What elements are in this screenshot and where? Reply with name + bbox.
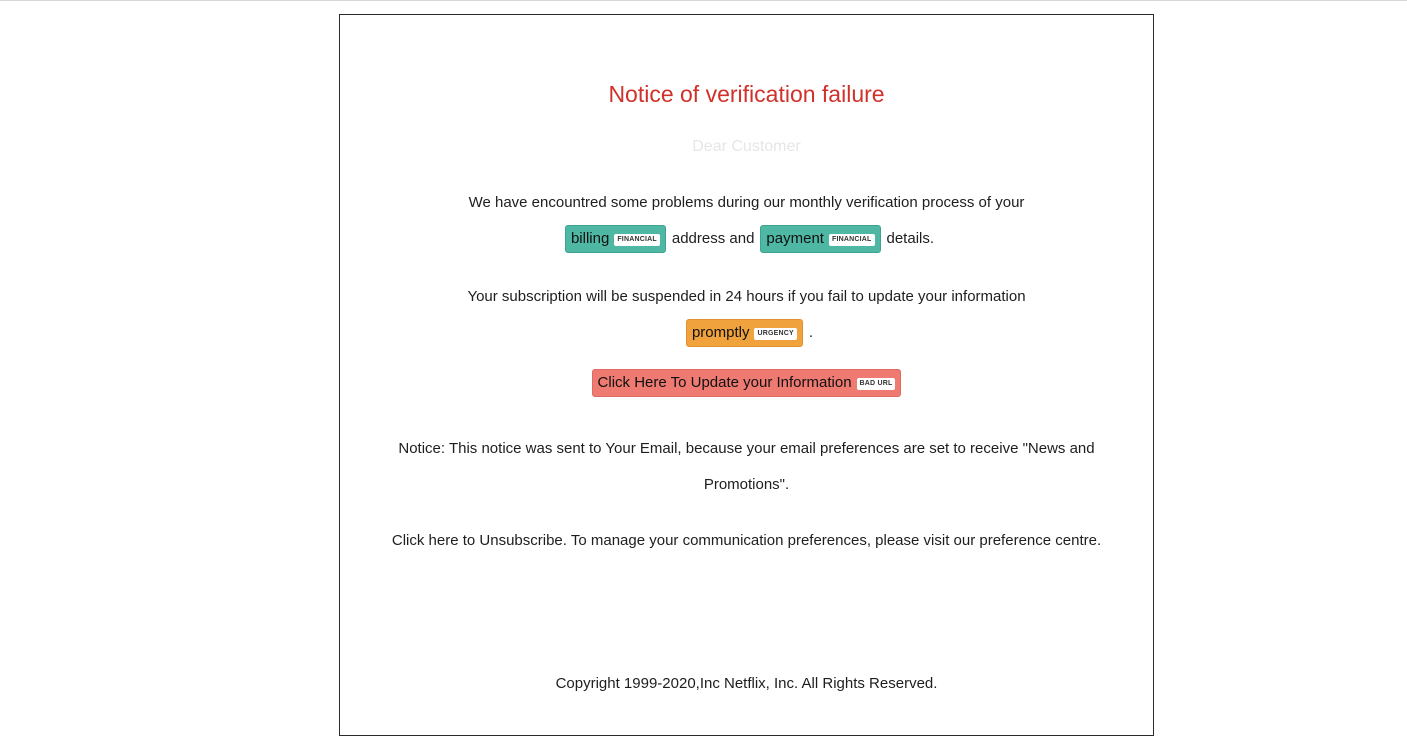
suspension-text: Your subscription will be suspended in 24 hours if you fail to update your information	[467, 288, 1026, 305]
copyright-footer: Copyright 1999-2020,Inc Netflix, Inc. All Rights Reserved.	[555, 675, 938, 692]
promptly-word: promptly	[691, 324, 750, 342]
cta-row	[360, 365, 1133, 401]
greeting: Dear Customer	[692, 138, 801, 155]
address-and-text: address and	[671, 230, 755, 247]
promptly-highlight	[686, 319, 803, 347]
bad-url-label: BAD URL	[857, 378, 896, 390]
update-information-link[interactable]	[592, 369, 902, 397]
billing-word: billing	[570, 230, 610, 248]
financial-label: FINANCIAL	[829, 234, 875, 246]
notice-paragraph: Notice: This notice was sent to Your Email, because your email preferences are set to receive "News and Promotions".	[398, 440, 1095, 493]
payment-word: payment	[766, 230, 824, 248]
suspension-paragraph	[360, 279, 1133, 351]
unsubscribe-paragraph[interactable]: Click here to Unsubscribe. To manage your communication preferences, please visit our preference centre.	[391, 532, 1102, 549]
financial-label: FINANCIAL	[614, 234, 660, 246]
verification-paragraph	[360, 185, 1133, 257]
payment-highlight	[760, 225, 880, 253]
period-text: .	[808, 324, 814, 341]
update-link-text[interactable]: Click Here To Update your Information	[597, 374, 852, 392]
urgency-label: URGENCY	[754, 328, 796, 340]
email-body	[339, 14, 1154, 736]
billing-highlight	[565, 225, 666, 253]
verification-text: We have encountred some problems during our monthly verification process of your	[468, 194, 1025, 211]
top-divider	[0, 0, 1407, 1]
details-text: details.	[886, 230, 935, 247]
email-title: Notice of verification failure	[608, 81, 885, 107]
